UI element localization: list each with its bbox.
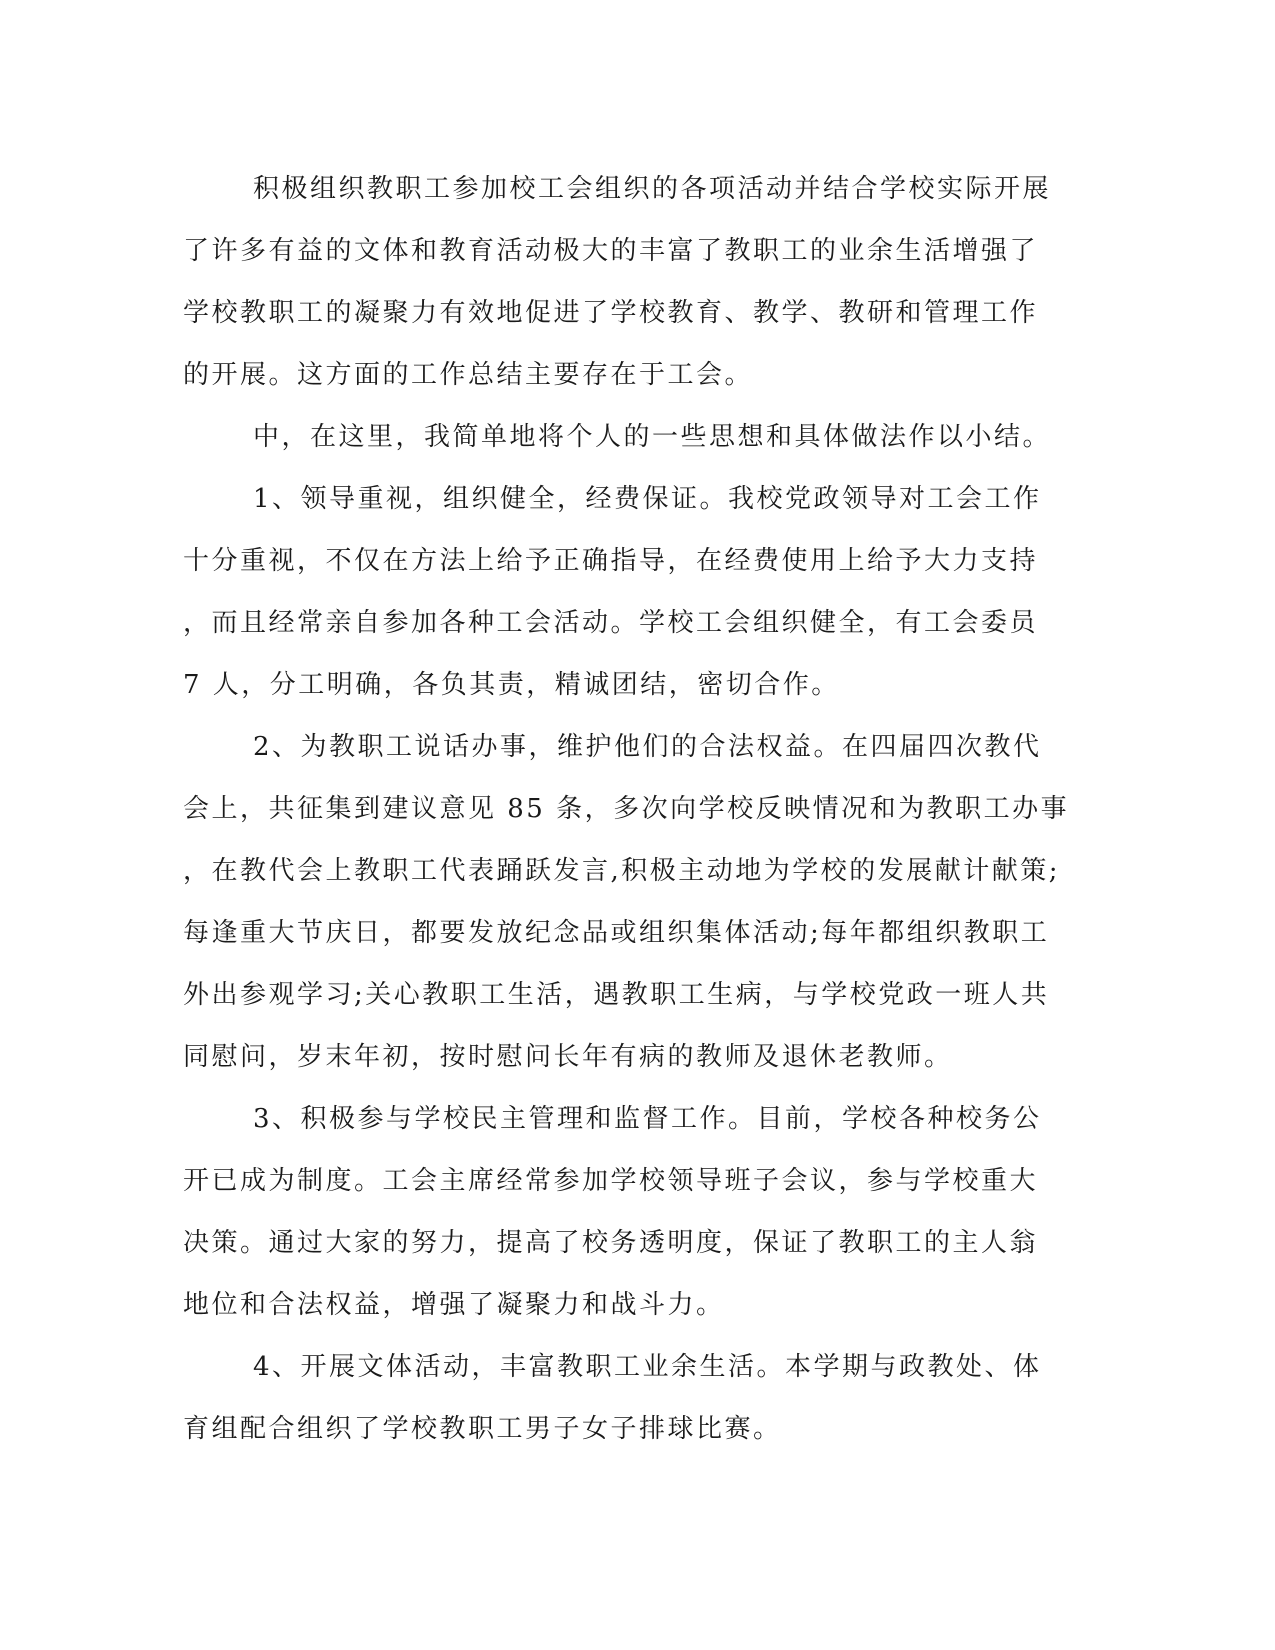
paragraph-line: 1、领导重视，组织健全，经费保证。我校党政领导对工会工作	[253, 484, 1042, 514]
paragraph-line: 积极组织教职工参加校工会组织的各项活动并结合学校实际开展	[253, 174, 1052, 204]
paragraph-line: 育组配合组织了学校教职工男子女子排球比赛。	[183, 1414, 782, 1444]
paragraph-line: 外出参观学习;关心教职工生活，遇教职工生病，与学校党政一班人共	[183, 980, 1050, 1010]
paragraph-line: 十分重视，不仅在方法上给予正确指导，在经费使用上给予大力支持	[183, 546, 1039, 576]
paragraph-line: 会上，共征集到建议意见 85 条，多次向学校反映情况和为教职工办事	[183, 794, 1070, 824]
paragraph-line: 同慰问，岁末年初，按时慰问长年有病的教师及退休老教师。	[183, 1042, 953, 1072]
paragraph-line: 每逢重大节庆日，都要发放纪念品或组织集体活动;每年都组织教职工	[183, 918, 1050, 948]
paragraph-line: 的开展。这方面的工作总结主要存在于工会。	[183, 360, 754, 390]
paragraph-line: 了许多有益的文体和教育活动极大的丰富了教职工的业余生活增强了	[183, 236, 1039, 266]
paragraph-line: 3、积极参与学校民主管理和监督工作。目前，学校各种校务公	[253, 1104, 1042, 1134]
paragraph-line: 学校教职工的凝聚力有效地促进了学校教育、教学、教研和管理工作	[183, 298, 1039, 328]
paragraph-line: 地位和合法权益，增强了凝聚力和战斗力。	[183, 1290, 725, 1320]
paragraph-line: 中，在这里，我简单地将个人的一些思想和具体做法作以小结。	[253, 422, 1052, 452]
document-body	[183, 158, 1070, 1460]
paragraph-line: 开已成为制度。工会主席经常参加学校领导班子会议，参与学校重大	[183, 1166, 1039, 1196]
paragraph-line: 决策。通过大家的努力，提高了校务透明度，保证了教职工的主人翁	[183, 1228, 1039, 1258]
paragraph-line: 2、为教职工说话办事，维护他们的合法权益。在四届四次教代	[253, 732, 1042, 762]
paragraph-line: ，在教代会上教职工代表踊跃发言,积极主动地为学校的发展献计献策;	[183, 856, 1061, 886]
paragraph-line: 7 人，分工明确，各负其责，精诚团结，密切合作。	[183, 670, 840, 700]
paragraph-line: ，而且经常亲自参加各种工会活动。学校工会组织健全，有工会委员	[183, 608, 1039, 638]
paragraph-line: 4、开展文体活动，丰富教职工业余生活。本学期与政教处、体	[253, 1352, 1042, 1382]
